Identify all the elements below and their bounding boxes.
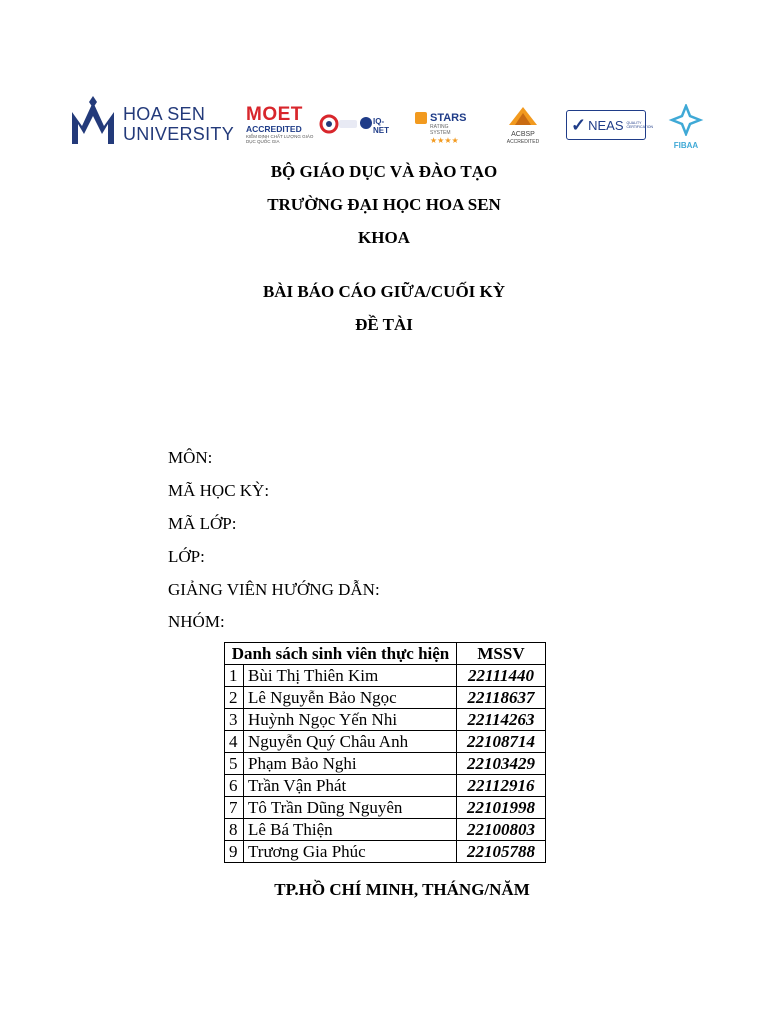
id-column-header: MSSV [457, 643, 546, 665]
student-name: Huỳnh Ngọc Yến Nhi [244, 709, 457, 731]
student-id: 22105788 [457, 841, 546, 863]
table-header-row [225, 643, 546, 665]
row-number: 4 [225, 731, 244, 753]
moet-subtitle: KIỂM ĐỊNH CHẤT LƯỢNG GIÁO DỤC QUỐC GIA [246, 134, 314, 144]
group-label: NHÓM: [168, 612, 225, 631]
hoa-sen-logo-text [123, 104, 234, 144]
acbsp-name: ACBSP [511, 131, 535, 138]
row-number: 1 [225, 665, 244, 687]
table-row [225, 775, 546, 797]
row-number: 8 [225, 819, 244, 841]
qs-stars-sub: RATING SYSTEM [430, 124, 451, 136]
fibaa-logo [668, 104, 704, 150]
neas-sub: QUALITY CERTIFICATION [626, 121, 654, 129]
table-row [225, 753, 546, 775]
acbsp-triangle-icon [506, 106, 540, 126]
moet-logo [246, 106, 316, 144]
fibaa-label: FIBAA [673, 141, 699, 150]
iqnet-logo [359, 114, 393, 135]
row-number: 3 [225, 709, 244, 731]
student-name: Trương Gia Phúc [244, 841, 457, 863]
moet-accredited: ACCREDITED [246, 124, 302, 134]
hoa-sen-name: HOA SEN [123, 104, 206, 124]
student-id: 22100803 [457, 819, 546, 841]
ministry-heading: BỘ GIÁO DỤC VÀ ĐÀO TẠO [270, 162, 498, 181]
star-rating-icon: ★★★★ [430, 136, 459, 145]
acbsp-logo [506, 106, 540, 146]
student-name: Phạm Bảo Nghi [244, 753, 457, 775]
table-row [225, 731, 546, 753]
fibaa-star-icon [668, 104, 704, 136]
table-row [225, 841, 546, 863]
place-date: TP.HỒ CHÍ MINH, THÁNG/NĂM [274, 880, 530, 899]
semester-code-label: MÃ HỌC KỲ: [168, 481, 270, 500]
neas-brand: NEAS [588, 117, 624, 133]
moet-title: MOET [246, 104, 303, 125]
student-id: 22108714 [457, 731, 546, 753]
check-icon: ✓ [571, 115, 587, 135]
topic-heading: ĐỀ TÀI [355, 315, 413, 334]
school-heading: TRƯỜNG ĐẠI HỌC HOA SEN [267, 195, 501, 214]
row-number: 6 [225, 775, 244, 797]
name-column-header: Danh sách sinh viên thực hiện [225, 643, 457, 665]
student-id: 22103429 [457, 753, 546, 775]
student-name: Lê Nguyễn Bảo Ngọc [244, 687, 457, 709]
report-title: BÀI BÁO CÁO GIỮA/CUỐI KỲ [262, 282, 506, 301]
student-id: 22114263 [457, 709, 546, 731]
student-name: Nguyễn Quý Châu Anh [244, 731, 457, 753]
table-row [225, 665, 546, 687]
student-id: 22111440 [457, 665, 546, 687]
student-name: Bùi Thị Thiên Kim [244, 665, 457, 687]
quality-rings-icon [319, 114, 359, 134]
row-number: 7 [225, 797, 244, 819]
qs-badge-icon [415, 112, 427, 124]
student-name: Lê Bá Thiện [244, 819, 457, 841]
hoa-sen-lotus-icon [68, 94, 118, 146]
row-number: 5 [225, 753, 244, 775]
neas-logo [566, 110, 654, 140]
subject-label: MÔN: [168, 448, 213, 467]
faculty-heading: KHOA [358, 228, 410, 247]
student-id: 22101998 [457, 797, 546, 819]
class-code-label: MÃ LỚP: [168, 514, 237, 533]
member-rows [225, 665, 546, 863]
row-number: 9 [225, 841, 244, 863]
accreditation-logos [66, 94, 716, 158]
table-row [225, 687, 546, 709]
iqnet-label: IQ-NET [373, 117, 389, 135]
student-id: 22118637 [457, 687, 546, 709]
acbsp-accredited: ACCREDITED [506, 139, 540, 145]
qs-stars-brand: STARS [430, 112, 467, 124]
lecturer-label: GIẢNG VIÊN HƯỚNG DẪN: [168, 580, 380, 599]
student-name: Tô Trần Dũng Nguyên [244, 797, 457, 819]
student-name: Trần Vận Phát [244, 775, 457, 797]
student-id: 22112916 [457, 775, 546, 797]
member-table [224, 642, 546, 863]
table-row [225, 797, 546, 819]
table-row [225, 819, 546, 841]
class-label: LỚP: [168, 547, 205, 566]
hoa-sen-university: UNIVERSITY [123, 124, 235, 144]
table-row [225, 709, 546, 731]
row-number: 2 [225, 687, 244, 709]
qs-stars-logo [415, 112, 469, 145]
